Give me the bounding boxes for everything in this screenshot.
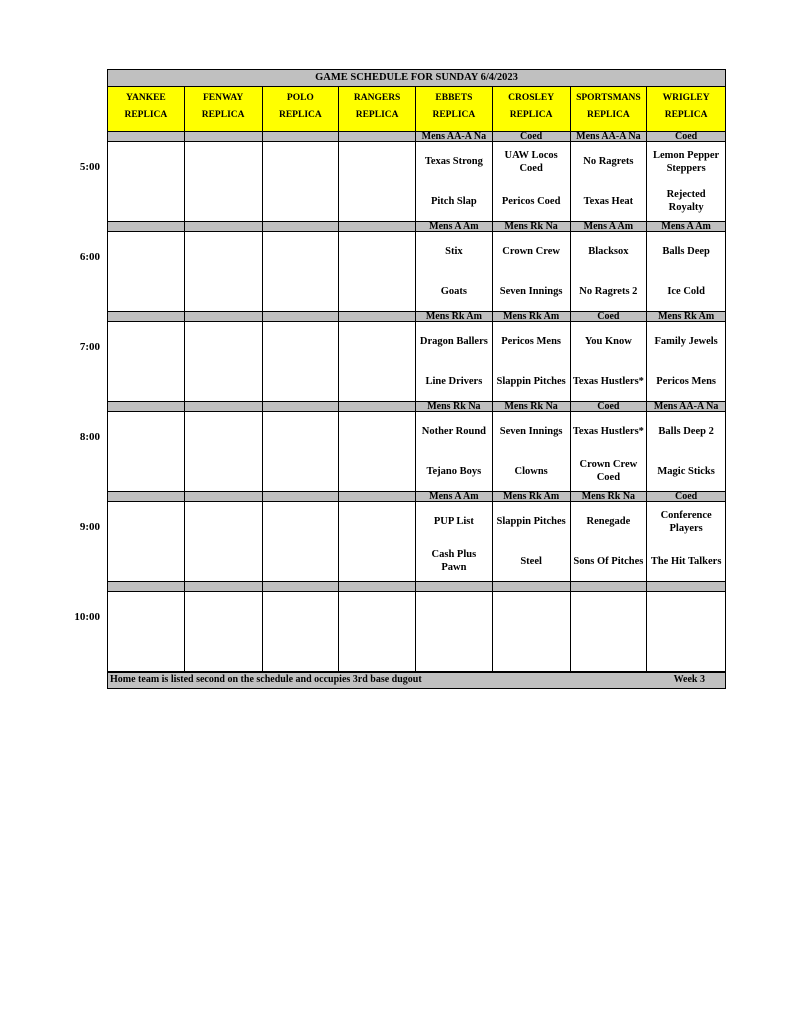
game-cell — [185, 142, 263, 221]
game-cell — [571, 232, 648, 311]
division-label: Mens Rk Am — [658, 312, 715, 321]
home-team: Line Drivers — [425, 375, 483, 387]
division-row — [108, 491, 725, 502]
home-team — [647, 632, 725, 672]
division-label — [339, 582, 416, 591]
time-slot-row — [108, 592, 725, 672]
home-team — [263, 452, 339, 492]
home-team: Pericos Mens — [656, 375, 717, 387]
home-team — [339, 452, 415, 492]
division-label — [263, 222, 340, 231]
division-label: Mens AA-A Na — [571, 132, 648, 141]
division-label: Mens Rk Am — [416, 312, 493, 321]
division-row — [108, 581, 725, 592]
home-team: Pericos Coed — [501, 195, 561, 207]
home-team — [185, 452, 262, 492]
home-team — [108, 452, 184, 492]
visiting-team — [339, 142, 415, 182]
field-name: FENWAY — [202, 93, 244, 103]
game-cell — [493, 592, 571, 671]
game-cell — [108, 592, 185, 671]
visiting-team: Crown Crew — [502, 246, 560, 258]
time-slot-row — [108, 322, 725, 401]
division-label — [339, 402, 416, 411]
division-label: Mens Rk Na — [416, 402, 493, 411]
home-team: Sons Of Pitches — [573, 555, 644, 567]
visiting-team: Conference Players — [660, 509, 712, 534]
division-label — [108, 132, 185, 141]
division-label: Mens Rk Na — [493, 402, 571, 411]
time-label: 7:00 — [79, 341, 100, 353]
visiting-team: Renegade — [586, 516, 631, 528]
division-label — [108, 582, 185, 591]
game-cell — [263, 232, 340, 311]
game-cell — [416, 322, 493, 401]
division-label: Mens Rk Am — [493, 312, 571, 321]
game-cell — [647, 412, 725, 491]
game-cell — [416, 412, 493, 491]
division-label: Mens Rk Na — [493, 222, 571, 231]
division-label: Coed — [571, 312, 648, 321]
visiting-team: Family Jewels — [654, 336, 718, 348]
division-label — [339, 222, 416, 231]
division-label — [185, 582, 263, 591]
visiting-team: Dragon Ballers — [419, 336, 488, 348]
schedule-footer — [107, 672, 726, 689]
home-team: Clowns — [514, 465, 548, 477]
visiting-team: Texas Hustlers* — [572, 426, 644, 438]
field-name: RANGERS — [353, 93, 401, 103]
division-label — [647, 582, 725, 591]
visiting-team: Blacksox — [588, 246, 629, 258]
home-team: Goats — [440, 285, 467, 297]
home-team: Seven Innings — [499, 285, 563, 297]
visiting-team — [263, 142, 339, 182]
division-label: Coed — [675, 492, 698, 501]
division-label — [416, 582, 493, 591]
division-row — [108, 221, 725, 232]
field-header — [571, 87, 648, 131]
field-name: POLO — [286, 93, 314, 103]
visiting-team — [263, 412, 339, 452]
home-team: Cash Plus Pawn — [431, 549, 477, 574]
game-cell — [647, 502, 725, 581]
visiting-team: Balls Deep 2 — [658, 426, 714, 438]
division-label: Mens A Am — [661, 222, 711, 231]
field-header — [108, 87, 185, 131]
game-cell — [416, 232, 493, 311]
division-label — [263, 312, 340, 321]
game-cell — [185, 322, 263, 401]
schedule-sheet — [107, 69, 726, 689]
visiting-team: Seven Innings — [499, 426, 563, 438]
field-name: SPORTSMANS — [576, 93, 641, 103]
field-name: CROSLEY — [508, 93, 555, 103]
division-label: Mens AA-A Na — [416, 132, 493, 141]
visiting-team — [647, 592, 725, 632]
game-cell — [108, 502, 185, 581]
division-label — [185, 492, 263, 501]
field-header — [339, 87, 416, 131]
home-team — [185, 362, 262, 402]
visiting-team — [108, 592, 184, 632]
game-cell — [416, 502, 493, 581]
home-team — [185, 542, 262, 582]
division-label — [339, 312, 416, 321]
visiting-team: PUP List — [433, 516, 474, 528]
division-row — [108, 401, 725, 412]
time-slot-row — [108, 502, 725, 581]
division-label — [108, 222, 185, 231]
home-team — [185, 632, 262, 672]
home-team: Tejano Boys — [426, 465, 482, 477]
schedule-grid — [107, 87, 726, 672]
visiting-team: Lemon Pepper Steppers — [653, 149, 720, 174]
division-label — [339, 492, 416, 501]
game-cell — [571, 502, 648, 581]
field-subtitle: REPLICA — [124, 110, 168, 120]
division-label: Mens A Am — [571, 222, 648, 231]
visiting-team — [108, 322, 184, 362]
division-label: Mens A Am — [416, 492, 493, 501]
field-header — [185, 87, 263, 131]
home-team — [185, 272, 262, 312]
home-team — [493, 632, 570, 672]
game-cell — [185, 502, 263, 581]
visiting-team — [263, 502, 339, 542]
game-cell — [647, 142, 725, 221]
division-label — [263, 492, 340, 501]
time-label: 6:00 — [79, 251, 100, 263]
division-label — [108, 312, 185, 321]
home-team: Texas Hustlers* — [572, 375, 644, 387]
visiting-team: Balls Deep — [662, 246, 710, 258]
time-slot-row — [108, 142, 725, 221]
home-team: Steel — [520, 555, 542, 567]
time-slot-row — [108, 412, 725, 491]
visiting-team — [339, 322, 415, 362]
field-header — [263, 87, 340, 131]
game-cell — [493, 142, 571, 221]
division-label — [339, 132, 416, 141]
division-label: Mens Rk Na — [571, 492, 648, 501]
game-cell — [571, 142, 648, 221]
visiting-team: UAW Locos Coed — [504, 149, 558, 174]
home-team: Magic Sticks — [657, 465, 715, 477]
visiting-team — [108, 232, 184, 272]
visiting-team — [185, 322, 262, 362]
time-label: 5:00 — [79, 161, 100, 173]
visiting-team — [339, 412, 415, 452]
visiting-team: Slappin Pitches — [496, 516, 566, 528]
division-label — [185, 402, 263, 411]
game-cell — [339, 232, 416, 311]
game-cell — [263, 322, 340, 401]
game-cell — [647, 592, 725, 671]
game-cell — [493, 232, 571, 311]
game-cell — [339, 412, 416, 491]
field-name: YANKEE — [125, 93, 166, 103]
game-cell — [493, 322, 571, 401]
game-cell — [339, 502, 416, 581]
visiting-team: Pericos Mens — [501, 336, 562, 348]
game-cell — [339, 322, 416, 401]
game-cell — [647, 322, 725, 401]
division-label — [185, 132, 263, 141]
home-team — [108, 542, 184, 582]
home-team — [263, 182, 339, 222]
field-subtitle: REPLICA — [664, 110, 708, 120]
division-label — [185, 312, 263, 321]
division-label — [263, 132, 340, 141]
home-team — [339, 542, 415, 582]
home-team — [339, 272, 415, 312]
visiting-team — [263, 322, 339, 362]
field-subtitle: REPLICA — [509, 110, 553, 120]
game-cell — [108, 322, 185, 401]
home-team — [339, 182, 415, 222]
game-cell — [416, 592, 493, 671]
visiting-team — [185, 412, 262, 452]
field-header — [647, 87, 725, 131]
visiting-team — [185, 142, 262, 182]
game-cell — [185, 232, 263, 311]
home-team: Crown Crew Coed — [579, 459, 638, 484]
visiting-team — [339, 592, 415, 632]
visiting-team — [263, 592, 339, 632]
visiting-team — [571, 592, 647, 632]
home-team — [263, 362, 339, 402]
visiting-team — [339, 502, 415, 542]
division-label: Coed — [675, 132, 698, 141]
field-subtitle: REPLICA — [432, 110, 476, 120]
field-name: EBBETS — [435, 93, 473, 103]
game-cell — [493, 502, 571, 581]
visiting-team — [108, 502, 184, 542]
game-cell — [647, 232, 725, 311]
home-team — [339, 362, 415, 402]
game-cell — [416, 142, 493, 221]
visiting-team — [108, 412, 184, 452]
home-team: Rejected Royalty — [666, 189, 706, 214]
division-label — [493, 582, 571, 591]
field-header — [493, 87, 571, 131]
game-cell — [571, 412, 648, 491]
visiting-team: Stix — [445, 246, 463, 258]
visiting-team: No Ragrets — [583, 156, 634, 168]
visiting-team — [108, 142, 184, 182]
home-team: Texas Heat — [583, 195, 634, 207]
division-label: Mens A Am — [416, 222, 493, 231]
time-label: 9:00 — [79, 521, 100, 533]
home-team — [108, 632, 184, 672]
home-team: Ice Cold — [667, 285, 705, 297]
game-cell — [571, 322, 648, 401]
game-cell — [108, 142, 185, 221]
home-team — [263, 542, 339, 582]
game-cell — [185, 592, 263, 671]
division-label — [185, 222, 263, 231]
home-team — [108, 272, 184, 312]
game-cell — [339, 592, 416, 671]
time-slot-row — [108, 232, 725, 311]
home-team — [185, 182, 262, 222]
home-team: The Hit Talkers — [650, 555, 722, 567]
visiting-team — [493, 592, 570, 632]
game-cell — [108, 232, 185, 311]
division-label: Coed — [571, 402, 648, 411]
home-team: No Ragrets 2 — [579, 285, 638, 297]
field-header-row — [108, 87, 725, 131]
division-label — [263, 582, 340, 591]
home-team — [571, 632, 647, 672]
footer-week: Week 3 — [673, 674, 705, 685]
field-subtitle: REPLICA — [355, 110, 399, 120]
home-team — [263, 632, 339, 672]
home-team: Pitch Slap — [430, 195, 477, 207]
division-label — [571, 582, 648, 591]
game-cell — [263, 592, 340, 671]
division-label: Mens AA-A Na — [653, 402, 719, 411]
game-cell — [263, 142, 340, 221]
home-team — [263, 272, 339, 312]
visiting-team: Nother Round — [421, 426, 487, 438]
visiting-team — [339, 232, 415, 272]
game-cell — [108, 412, 185, 491]
division-row — [108, 311, 725, 322]
visiting-team: Texas Strong — [424, 156, 483, 168]
game-cell — [339, 142, 416, 221]
game-cell — [571, 592, 648, 671]
home-team: Slappin Pitches — [496, 375, 566, 387]
time-label: 8:00 — [79, 431, 100, 443]
visiting-team — [263, 232, 339, 272]
division-label — [108, 402, 185, 411]
field-header — [416, 87, 493, 131]
visiting-team: You Know — [584, 336, 632, 348]
home-team — [339, 632, 415, 672]
time-label: 10:00 — [74, 611, 100, 623]
field-subtitle: REPLICA — [201, 110, 245, 120]
game-cell — [493, 412, 571, 491]
visiting-team — [416, 592, 492, 632]
field-name: WRIGLEY — [662, 93, 710, 103]
field-subtitle: REPLICA — [278, 110, 322, 120]
game-cell — [263, 502, 340, 581]
game-cell — [185, 412, 263, 491]
division-label: Coed — [493, 132, 571, 141]
field-subtitle: REPLICA — [586, 110, 630, 120]
home-team — [416, 632, 492, 672]
visiting-team — [185, 502, 262, 542]
home-team — [108, 182, 184, 222]
division-label — [263, 402, 340, 411]
division-row — [108, 131, 725, 142]
visiting-team — [185, 232, 262, 272]
game-cell — [263, 412, 340, 491]
division-label: Mens Rk Am — [493, 492, 571, 501]
division-label — [108, 492, 185, 501]
visiting-team — [185, 592, 262, 632]
footer-note: Home team is listed second on the schedule and occupies 3rd base dugout — [110, 674, 422, 685]
home-team — [108, 362, 184, 402]
schedule-title: GAME SCHEDULE FOR SUNDAY 6/4/2023 — [107, 69, 726, 87]
